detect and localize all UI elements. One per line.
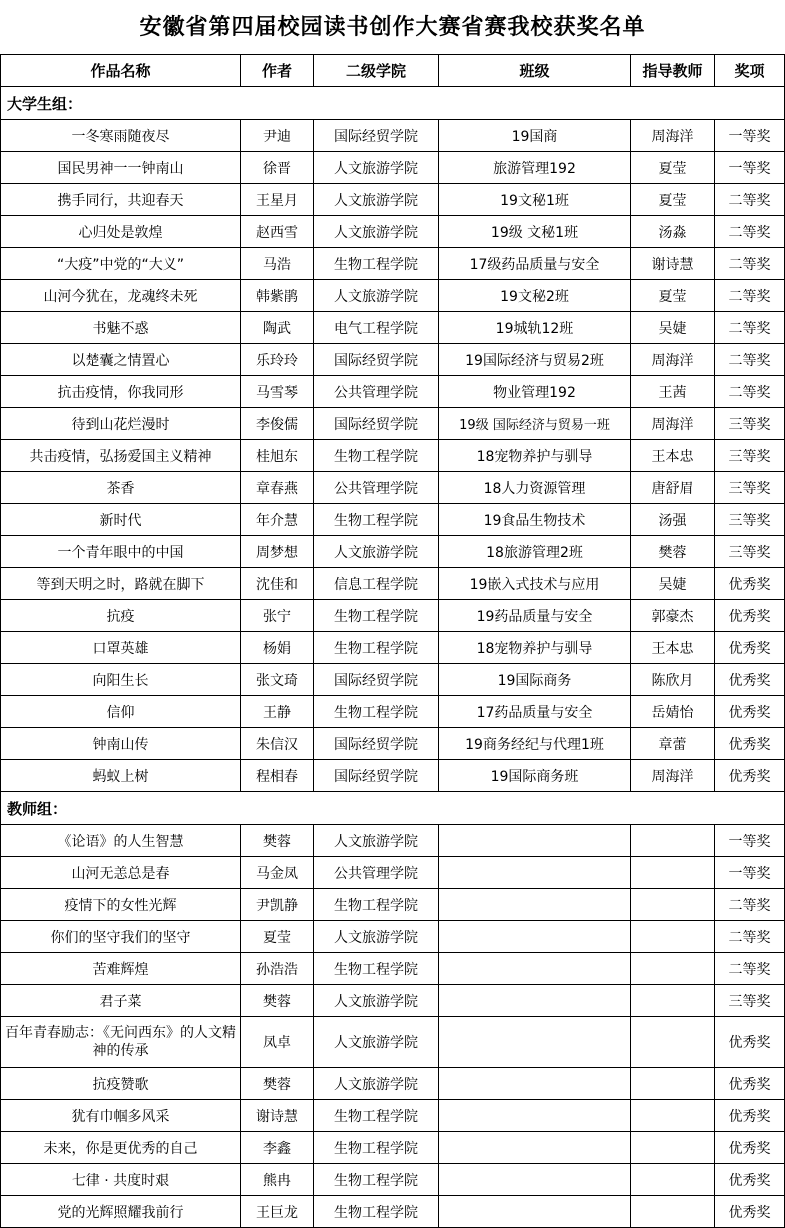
work-title-cell: 携手同行，共迎春天 (1, 184, 241, 216)
advisor-cell (631, 953, 715, 985)
college-cell: 人文旅游学院 (314, 152, 439, 184)
college-cell: 电气工程学院 (314, 312, 439, 344)
advisor-cell: 陈欣月 (631, 664, 715, 696)
author-cell: 王静 (241, 696, 314, 728)
work-title-cell: 以楚囊之情置心 (1, 344, 241, 376)
advisor-cell: 吴婕 (631, 312, 715, 344)
author-cell: 尹迪 (241, 120, 314, 152)
table-row (1, 985, 785, 1017)
advisor-cell (631, 1100, 715, 1132)
author-cell: 陶武 (241, 312, 314, 344)
table-row (1, 632, 785, 664)
award-cell: 二等奖 (715, 953, 785, 985)
class-cell: 19文秘1班 (439, 184, 631, 216)
work-title-cell: 疫情下的女性光辉 (1, 889, 241, 921)
group-label: 大学生组： (1, 87, 785, 120)
work-title-cell: 百年青春励志：《无问西东》的人文精神的传承 (1, 1017, 241, 1068)
college-cell: 国际经贸学院 (314, 408, 439, 440)
class-cell: 17级药品质量与安全 (439, 248, 631, 280)
award-cell: 三等奖 (715, 472, 785, 504)
work-title-cell: 共击疫情，弘扬爱国主义精神 (1, 440, 241, 472)
work-title-cell: 口罩英雄 (1, 632, 241, 664)
advisor-cell (631, 1196, 715, 1228)
table-row (1, 568, 785, 600)
class-cell (439, 1100, 631, 1132)
advisor-cell (631, 825, 715, 857)
class-cell (439, 1068, 631, 1100)
work-title-cell: 心归处是敦煌 (1, 216, 241, 248)
table-row (1, 953, 785, 985)
author-cell: 周梦想 (241, 536, 314, 568)
award-cell: 优秀奖 (715, 1132, 785, 1164)
work-title-cell: 七律 · 共度时艰 (1, 1164, 241, 1196)
advisor-cell: 周海洋 (631, 344, 715, 376)
class-cell (439, 1164, 631, 1196)
award-cell: 一等奖 (715, 825, 785, 857)
advisor-cell (631, 857, 715, 889)
author-cell: 年介慧 (241, 504, 314, 536)
class-cell: 19文秘2班 (439, 280, 631, 312)
college-cell: 生物工程学院 (314, 248, 439, 280)
class-cell: 19商务经纪与代理1班 (439, 728, 631, 760)
college-cell: 国际经贸学院 (314, 120, 439, 152)
college-cell: 生物工程学院 (314, 1100, 439, 1132)
advisor-cell (631, 985, 715, 1017)
college-cell: 人文旅游学院 (314, 216, 439, 248)
college-cell: 公共管理学院 (314, 472, 439, 504)
work-title-cell: 苦难辉煌 (1, 953, 241, 985)
work-title-cell: 你们的坚守我们的坚守 (1, 921, 241, 953)
college-cell: 人文旅游学院 (314, 536, 439, 568)
work-title-cell: 抗疫赞歌 (1, 1068, 241, 1100)
award-cell: 优秀奖 (715, 1068, 785, 1100)
author-cell: 熊冉 (241, 1164, 314, 1196)
award-cell: 优秀奖 (715, 664, 785, 696)
table-row (1, 536, 785, 568)
award-cell: 三等奖 (715, 985, 785, 1017)
work-title-cell: 茶香 (1, 472, 241, 504)
table-body (1, 87, 785, 1228)
work-title-cell: 一冬寒雨随夜尽 (1, 120, 241, 152)
header-award: 奖项 (715, 55, 785, 87)
table-row (1, 184, 785, 216)
award-cell: 二等奖 (715, 280, 785, 312)
class-cell (439, 857, 631, 889)
author-cell: 韩紫鹃 (241, 280, 314, 312)
author-cell: 樊蓉 (241, 825, 314, 857)
author-cell: 夏莹 (241, 921, 314, 953)
college-cell: 国际经贸学院 (314, 728, 439, 760)
class-cell: 物业管理192 (439, 376, 631, 408)
table-row (1, 728, 785, 760)
award-cell: 优秀奖 (715, 1100, 785, 1132)
advisor-cell (631, 1068, 715, 1100)
college-cell: 国际经贸学院 (314, 344, 439, 376)
advisor-cell (631, 1132, 715, 1164)
table-row (1, 664, 785, 696)
author-cell: 马雪琴 (241, 376, 314, 408)
work-title-cell: 钟南山传 (1, 728, 241, 760)
header-row (1, 55, 785, 87)
college-cell: 生物工程学院 (314, 600, 439, 632)
award-cell: 二等奖 (715, 248, 785, 280)
advisor-cell: 汤淼 (631, 216, 715, 248)
advisor-cell (631, 1017, 715, 1068)
advisor-cell: 唐舒眉 (631, 472, 715, 504)
table-row (1, 1100, 785, 1132)
advisor-cell: 周海洋 (631, 408, 715, 440)
work-title-cell: 山河今犹在，龙魂终未死 (1, 280, 241, 312)
table-row (1, 760, 785, 792)
work-title-cell: 抗击疫情，你我同形 (1, 376, 241, 408)
award-cell: 二等奖 (715, 216, 785, 248)
award-cell: 优秀奖 (715, 728, 785, 760)
header-advisor: 指导教师 (631, 55, 715, 87)
college-cell: 生物工程学院 (314, 1132, 439, 1164)
header-class: 班级 (439, 55, 631, 87)
table-row (1, 696, 785, 728)
class-cell: 19国际经济与贸易2班 (439, 344, 631, 376)
class-cell: 19城轨12班 (439, 312, 631, 344)
award-cell: 优秀奖 (715, 600, 785, 632)
college-cell: 人文旅游学院 (314, 280, 439, 312)
advisor-cell: 夏莹 (631, 184, 715, 216)
author-cell: 王星月 (241, 184, 314, 216)
author-cell: 谢诗慧 (241, 1100, 314, 1132)
award-cell: 二等奖 (715, 889, 785, 921)
college-cell: 信息工程学院 (314, 568, 439, 600)
work-title-cell: 一个青年眼中的中国 (1, 536, 241, 568)
table-row (1, 216, 785, 248)
table-row (1, 600, 785, 632)
class-cell (439, 985, 631, 1017)
award-table (0, 54, 785, 1228)
class-cell: 18宠物养护与驯导 (439, 632, 631, 664)
award-cell: 三等奖 (715, 536, 785, 568)
work-title-cell: 犹有巾帼多风采 (1, 1100, 241, 1132)
advisor-cell: 郭豪杰 (631, 600, 715, 632)
college-cell: 生物工程学院 (314, 953, 439, 985)
work-title-cell: 蚂蚁上树 (1, 760, 241, 792)
college-cell: 人文旅游学院 (314, 825, 439, 857)
author-cell: 乐玲玲 (241, 344, 314, 376)
work-title-cell: 山河无恙总是春 (1, 857, 241, 889)
table-row (1, 376, 785, 408)
class-cell: 19药品质量与安全 (439, 600, 631, 632)
award-cell: 优秀奖 (715, 696, 785, 728)
award-cell: 二等奖 (715, 312, 785, 344)
work-title-cell: 君子菜 (1, 985, 241, 1017)
author-cell: 李鑫 (241, 1132, 314, 1164)
class-cell: 18旅游管理2班 (439, 536, 631, 568)
class-cell: 19国际商务 (439, 664, 631, 696)
award-cell: 二等奖 (715, 184, 785, 216)
award-cell: 优秀奖 (715, 568, 785, 600)
author-cell: 赵西雪 (241, 216, 314, 248)
college-cell: 人文旅游学院 (314, 921, 439, 953)
work-title-cell: 向阳生长 (1, 664, 241, 696)
college-cell: 国际经贸学院 (314, 760, 439, 792)
author-cell: 张文琦 (241, 664, 314, 696)
table-row (1, 152, 785, 184)
college-cell: 生物工程学院 (314, 504, 439, 536)
advisor-cell: 王茜 (631, 376, 715, 408)
award-cell: 二等奖 (715, 376, 785, 408)
author-cell: 张宁 (241, 600, 314, 632)
table-row (1, 408, 785, 440)
group-header-row (1, 87, 785, 120)
class-cell: 17药品质量与安全 (439, 696, 631, 728)
page-title: 安徽省第四届校园读书创作大赛省赛我校获奖名单 (139, 14, 646, 40)
advisor-cell: 夏莹 (631, 152, 715, 184)
advisor-cell: 谢诗慧 (631, 248, 715, 280)
work-title-cell: 未来，你是更优秀的自己 (1, 1132, 241, 1164)
author-cell: 樊蓉 (241, 985, 314, 1017)
work-title-cell: 待到山花烂漫时 (1, 408, 241, 440)
work-title-cell: 信仰 (1, 696, 241, 728)
class-cell: 19级 国际经济与贸易一班 (439, 408, 631, 440)
class-cell (439, 1132, 631, 1164)
table-row (1, 1164, 785, 1196)
advisor-cell: 章蕾 (631, 728, 715, 760)
award-cell: 三等奖 (715, 504, 785, 536)
college-cell: 生物工程学院 (314, 632, 439, 664)
advisor-cell (631, 921, 715, 953)
advisor-cell (631, 889, 715, 921)
college-cell: 人文旅游学院 (314, 184, 439, 216)
author-cell: 章春燕 (241, 472, 314, 504)
author-cell: 孙浩浩 (241, 953, 314, 985)
class-cell (439, 825, 631, 857)
header-college: 二级学院 (314, 55, 439, 87)
advisor-cell: 夏莹 (631, 280, 715, 312)
table-row (1, 280, 785, 312)
advisor-cell: 周海洋 (631, 120, 715, 152)
table-row (1, 248, 785, 280)
author-cell: 马金凤 (241, 857, 314, 889)
group-header-row (1, 792, 785, 825)
author-cell: 凤卓 (241, 1017, 314, 1068)
header-work-title: 作品名称 (1, 55, 241, 87)
college-cell: 公共管理学院 (314, 857, 439, 889)
author-cell: 王巨龙 (241, 1196, 314, 1228)
author-cell: 桂旭东 (241, 440, 314, 472)
college-cell: 生物工程学院 (314, 696, 439, 728)
award-cell: 二等奖 (715, 921, 785, 953)
work-title-cell: 党的光辉照耀我前行 (1, 1196, 241, 1228)
table-row (1, 344, 785, 376)
table-row (1, 825, 785, 857)
award-cell: 三等奖 (715, 408, 785, 440)
author-cell: 樊蓉 (241, 1068, 314, 1100)
class-cell (439, 921, 631, 953)
work-title-cell: 国民男神一一钟南山 (1, 152, 241, 184)
award-cell: 一等奖 (715, 152, 785, 184)
advisor-cell: 周海洋 (631, 760, 715, 792)
table-row (1, 857, 785, 889)
table-row (1, 1017, 785, 1068)
college-cell: 生物工程学院 (314, 1196, 439, 1228)
class-cell: 旅游管理192 (439, 152, 631, 184)
award-cell: 优秀奖 (715, 760, 785, 792)
award-cell: 优秀奖 (715, 632, 785, 664)
table-row (1, 440, 785, 472)
author-cell: 杨娟 (241, 632, 314, 664)
author-cell: 沈佳和 (241, 568, 314, 600)
work-title-cell: 抗疫 (1, 600, 241, 632)
class-cell: 19食品生物技术 (439, 504, 631, 536)
work-title-cell: 《论语》的人生智慧 (1, 825, 241, 857)
group-label: 教师组： (1, 792, 785, 825)
college-cell: 公共管理学院 (314, 376, 439, 408)
header-author: 作者 (241, 55, 314, 87)
class-cell (439, 1017, 631, 1068)
award-cell: 二等奖 (715, 344, 785, 376)
college-cell: 国际经贸学院 (314, 664, 439, 696)
class-cell: 19嵌入式技术与应用 (439, 568, 631, 600)
college-cell: 人文旅游学院 (314, 1017, 439, 1068)
table-row (1, 921, 785, 953)
advisor-cell (631, 1164, 715, 1196)
advisor-cell: 岳婧怡 (631, 696, 715, 728)
table-row (1, 889, 785, 921)
table-row (1, 1196, 785, 1228)
college-cell: 生物工程学院 (314, 889, 439, 921)
class-cell: 18人力资源管理 (439, 472, 631, 504)
college-cell: 生物工程学院 (314, 1164, 439, 1196)
advisor-cell: 王本忠 (631, 632, 715, 664)
work-title-cell: “大疫”中党的“大义” (1, 248, 241, 280)
class-cell: 19国商 (439, 120, 631, 152)
author-cell: 程相春 (241, 760, 314, 792)
advisor-cell: 王本忠 (631, 440, 715, 472)
table-row (1, 1132, 785, 1164)
table-row (1, 504, 785, 536)
work-title-cell: 新时代 (1, 504, 241, 536)
work-title-cell: 书魅不惑 (1, 312, 241, 344)
award-cell: 三等奖 (715, 440, 785, 472)
class-cell: 19国际商务班 (439, 760, 631, 792)
author-cell: 朱信汉 (241, 728, 314, 760)
class-cell: 18宠物养护与驯导 (439, 440, 631, 472)
award-cell: 一等奖 (715, 857, 785, 889)
author-cell: 尹凯静 (241, 889, 314, 921)
college-cell: 人文旅游学院 (314, 1068, 439, 1100)
class-cell (439, 953, 631, 985)
advisor-cell: 樊蓉 (631, 536, 715, 568)
author-cell: 马浩 (241, 248, 314, 280)
college-cell: 人文旅游学院 (314, 985, 439, 1017)
table-row (1, 312, 785, 344)
college-cell: 生物工程学院 (314, 440, 439, 472)
author-cell: 李俊儒 (241, 408, 314, 440)
class-cell (439, 1196, 631, 1228)
class-cell (439, 889, 631, 921)
table-row (1, 472, 785, 504)
table-row (1, 120, 785, 152)
class-cell: 19级 文秘1班 (439, 216, 631, 248)
table-row (1, 1068, 785, 1100)
award-cell: 一等奖 (715, 120, 785, 152)
advisor-cell: 吴婕 (631, 568, 715, 600)
advisor-cell: 汤强 (631, 504, 715, 536)
author-cell: 徐晋 (241, 152, 314, 184)
award-cell: 优秀奖 (715, 1017, 785, 1068)
award-cell: 优秀奖 (715, 1164, 785, 1196)
award-cell: 优秀奖 (715, 1196, 785, 1228)
work-title-cell: 等到天明之时，路就在脚下 (1, 568, 241, 600)
